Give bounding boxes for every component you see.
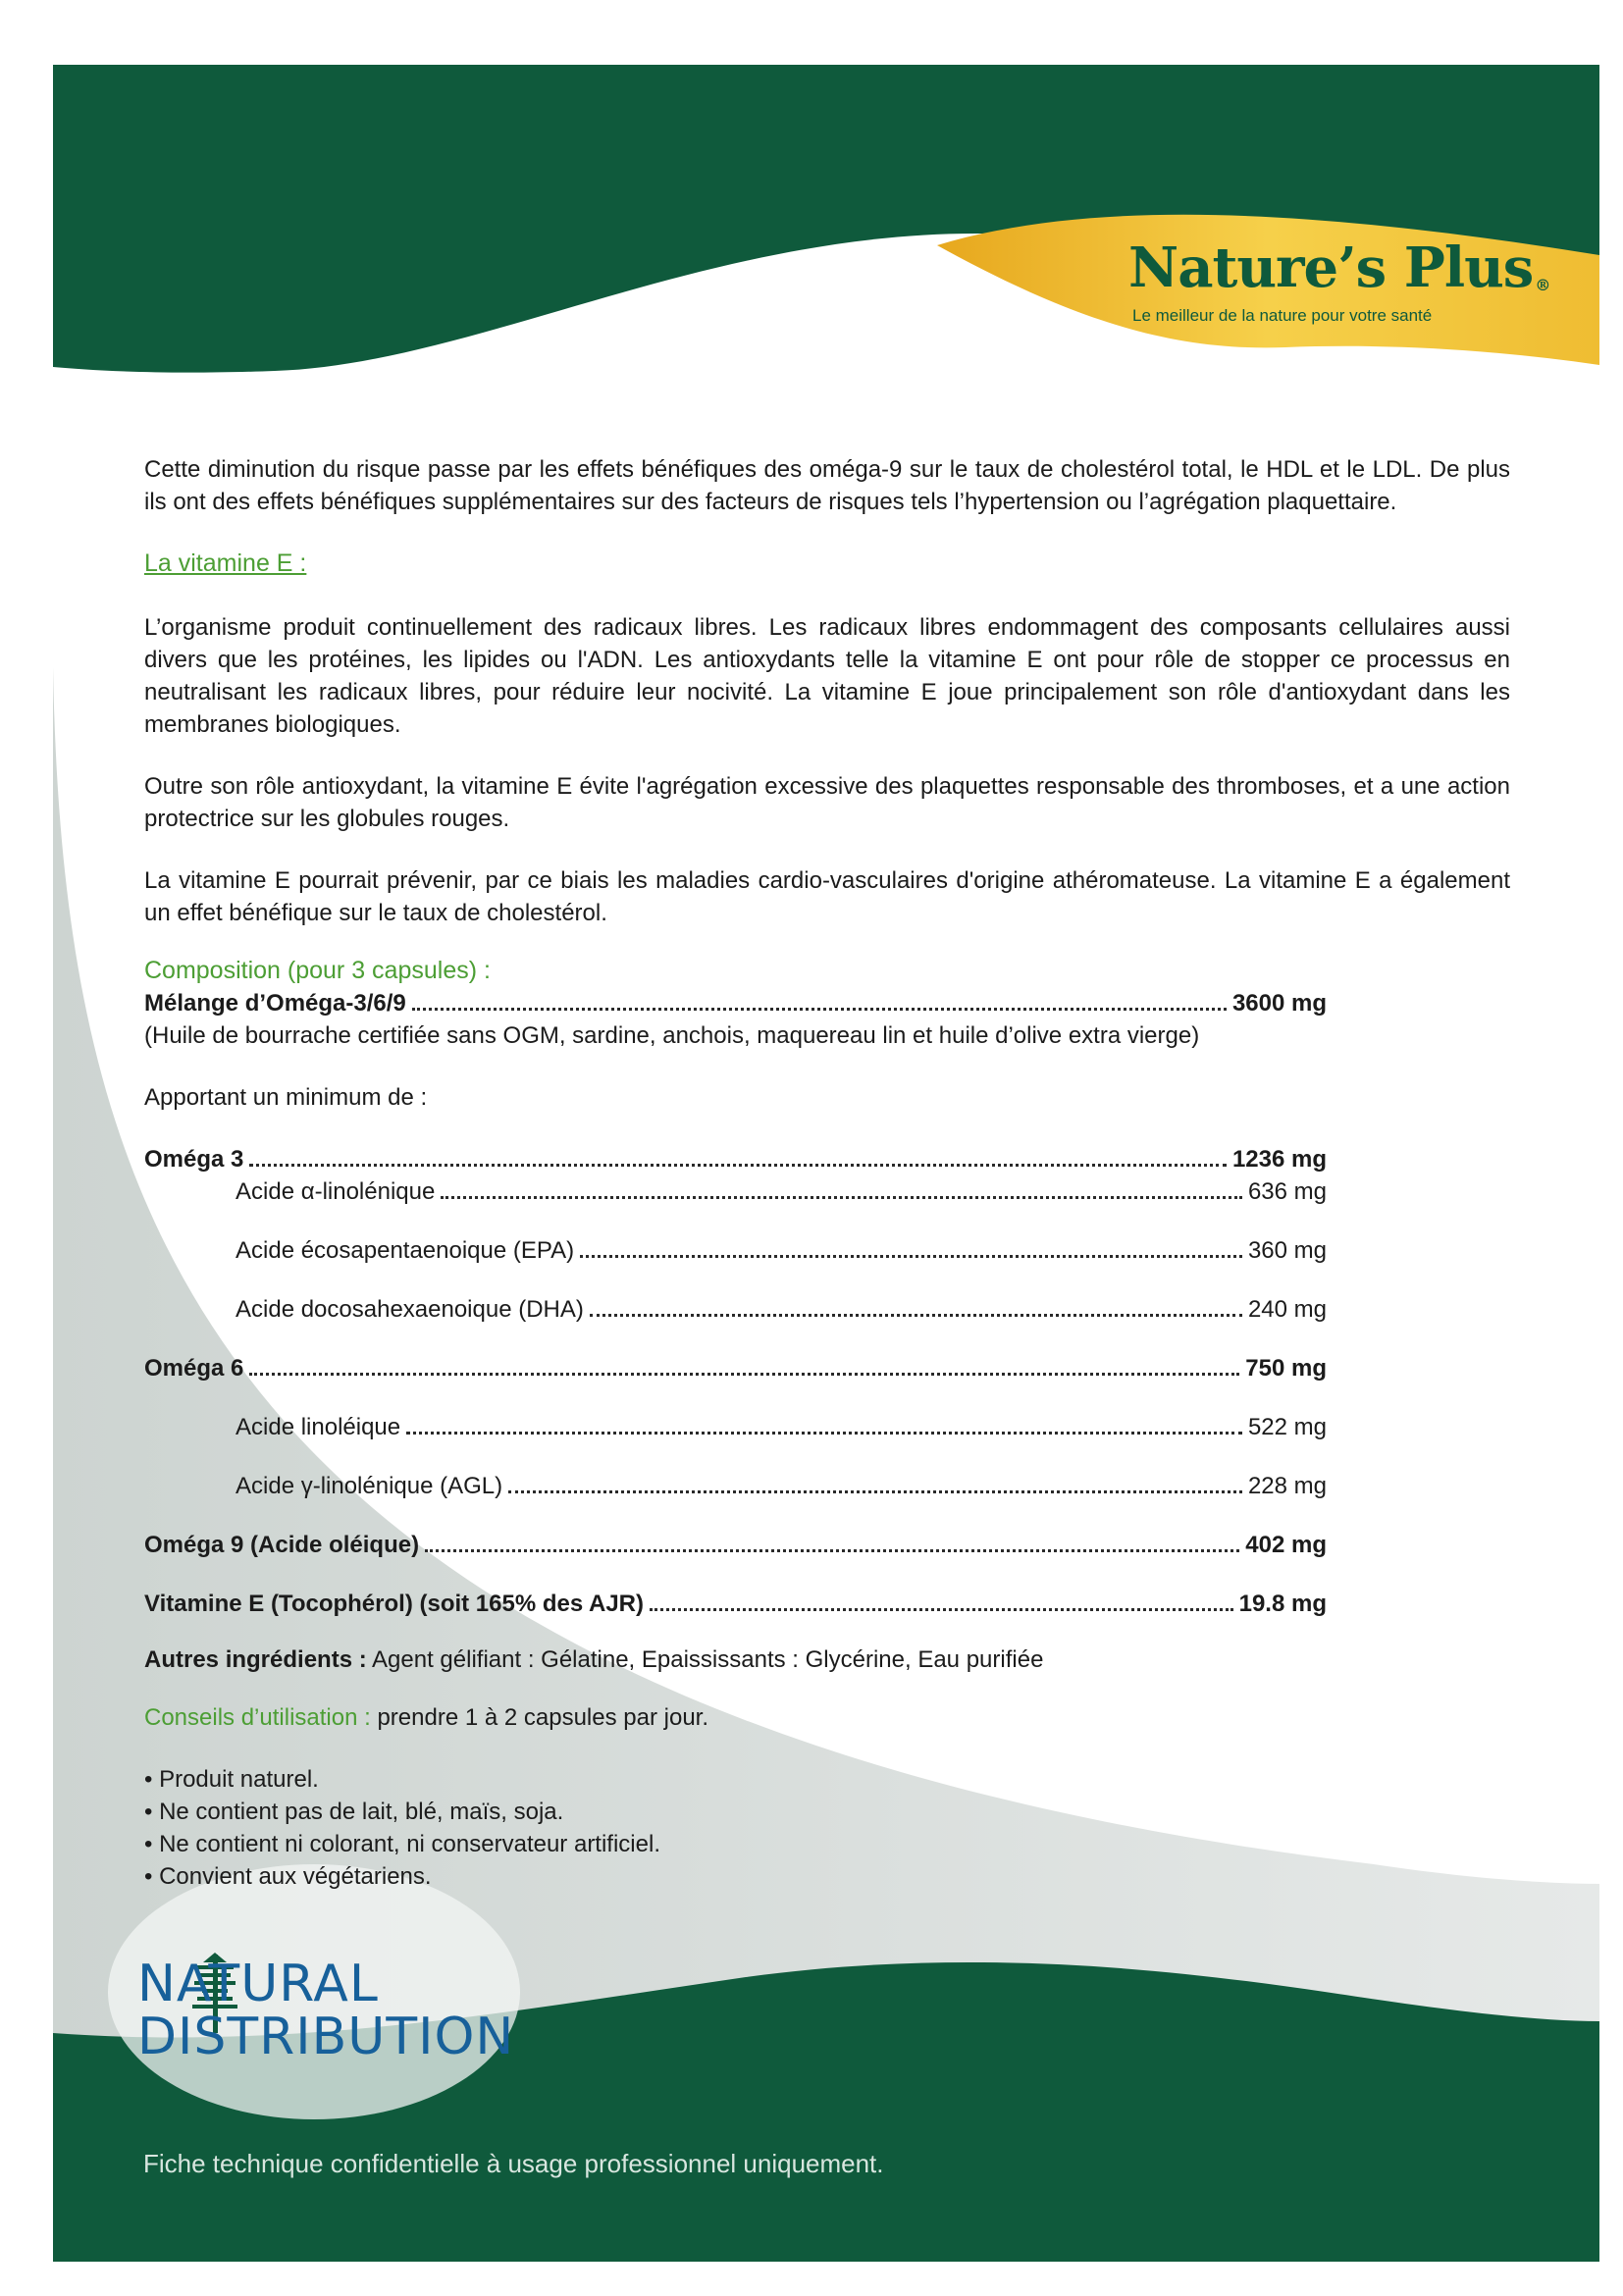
composition-row-blend — [144, 987, 1327, 1019]
blend-value: 3600 mg — [1231, 990, 1327, 1017]
composition-row-omega9 — [144, 1529, 1327, 1561]
omega9-label: Oméga 9 (Acide oléique) — [144, 1532, 420, 1558]
dot-leader — [580, 1255, 1242, 1258]
dot-leader — [425, 1549, 1239, 1552]
distributor-line-1: NATURAL — [137, 1955, 379, 2013]
composition-row-omega6 — [144, 1352, 1327, 1384]
composition-table — [144, 987, 1327, 1620]
composition-row-ala — [144, 1175, 1327, 1208]
registered-mark: ® — [1535, 276, 1550, 294]
other-ingredients — [144, 1644, 1510, 1676]
usage-text: prendre 1 à 2 capsules par jour. — [370, 1704, 708, 1731]
gla-label: Acide γ-linolénique (AGL) — [236, 1473, 503, 1499]
omega3-label: Oméga 3 — [144, 1146, 244, 1173]
vitamin-e-paragraph-1: L’organisme produit continuellement des radicaux libres. Les radicaux libres endommagent des composants cellulaires aussi divers que les protéines, les lipides ou l'ADN. Les antioxydants telle la vitamine E ont pour rôle de stopper ce processus en neutralisant les radicaux libres, pour réduire leur nocivité. La vitamine E joue principalement son rôle d'antioxydant dans les membranes biologiques. — [144, 614, 1510, 738]
usage-label: Conseils d’utilisation : — [144, 1704, 371, 1731]
blend-note: (Huile de bourrache certifiée sans OGM, sardine, anchois, maquereau lin et huile d’olive extra vierge) — [144, 1022, 1200, 1049]
intro-paragraph: Cette diminution du risque passe par les effets bénéfiques des oméga-9 sur le taux de cholestérol total, le HDL et le LDL. De plus ils ont des effets bénéfiques supplémentaires sur des facteurs de risques tels l’hypertension ou l’agrégation plaquettaire. — [144, 456, 1510, 515]
ala-value: 636 mg — [1247, 1178, 1327, 1205]
minimum-label: Apportant un minimum de : — [144, 1084, 428, 1111]
dot-leader — [249, 1164, 1227, 1167]
ala-label: Acide α-linolénique — [236, 1178, 436, 1205]
dot-leader — [508, 1490, 1242, 1493]
dot-leader — [650, 1608, 1233, 1611]
list-item: • Ne contient ni colorant, ni conservateur artificiel. — [144, 1831, 660, 1857]
la-label: Acide linoléique — [236, 1414, 401, 1440]
epa-value: 360 mg — [1247, 1237, 1327, 1264]
vitamin-e-title: La vitamine E : — [144, 549, 307, 577]
composition-row-gla — [144, 1470, 1327, 1502]
la-value: 522 mg — [1247, 1414, 1327, 1440]
document-body — [144, 453, 1510, 1893]
footer-disclaimer: Fiche technique confidentielle à usage professionnel uniquement. — [143, 2149, 884, 2178]
product-features-list — [144, 1763, 1510, 1893]
brand-name: Nature’s Plus ® — [1128, 235, 1550, 300]
composition-title: Composition (pour 3 capsules) : — [144, 957, 491, 984]
dot-leader — [590, 1314, 1242, 1317]
list-item: • Produit naturel. — [144, 1766, 319, 1793]
vitamin-e-paragraph-3: La vitamine E pourrait prévenir, par ce biais les maladies cardio-vasculaires d'origine athéromateuse. La vitamine E a également un effet bénéfique sur le taux de cholestérol. — [144, 867, 1510, 926]
other-ingredients-label: Autres ingrédients : — [144, 1646, 367, 1673]
dot-leader — [249, 1373, 1239, 1376]
usage-advice — [144, 1701, 1510, 1734]
omega6-label: Oméga 6 — [144, 1355, 244, 1382]
composition-row-epa — [144, 1234, 1327, 1267]
brand-logo — [1128, 235, 1550, 326]
composition-row-dha — [144, 1293, 1327, 1326]
other-ingredients-text: Agent gélifiant : Gélatine, Epaississants : Glycérine, Eau purifiée — [366, 1646, 1044, 1673]
dot-leader — [441, 1196, 1242, 1199]
vitamin-e-value: 19.8 mg — [1238, 1591, 1327, 1617]
dha-label: Acide docosahexaenoique (DHA) — [236, 1296, 584, 1323]
vitamin-e-paragraph-2: Outre son rôle antioxydant, la vitamine E évite l'agrégation excessive des plaquettes responsable des thromboses, et a une action protectrice sur les globules rouges. — [144, 773, 1510, 832]
composition-row-la — [144, 1411, 1327, 1443]
epa-label: Acide écosapentaenoique (EPA) — [236, 1237, 575, 1264]
brand-tagline: Le meilleur de la nature pour votre santé — [1132, 306, 1433, 325]
dha-value: 240 mg — [1247, 1296, 1327, 1323]
blend-label: Mélange d’Oméga-3/6/9 — [144, 990, 406, 1017]
omega6-value: 750 mg — [1245, 1355, 1327, 1382]
vitamin-e-label: Vitamine E (Tocophérol) (soit 165% des AJR) — [144, 1591, 644, 1617]
composition-row-omega3 — [144, 1143, 1327, 1175]
distributor-line-2: DISTRIBUTION — [137, 2008, 515, 2066]
list-item: • Ne contient pas de lait, blé, maïs, soja. — [144, 1799, 564, 1825]
gla-value: 228 mg — [1247, 1473, 1327, 1499]
dot-leader — [412, 1008, 1227, 1011]
omega3-value: 1236 mg — [1231, 1146, 1327, 1173]
list-item: • Convient aux végétariens. — [144, 1863, 432, 1890]
composition-row-vitamin-e — [144, 1588, 1327, 1620]
dot-leader — [406, 1432, 1242, 1435]
omega9-value: 402 mg — [1245, 1532, 1327, 1558]
distributor-logo — [137, 1955, 515, 2066]
